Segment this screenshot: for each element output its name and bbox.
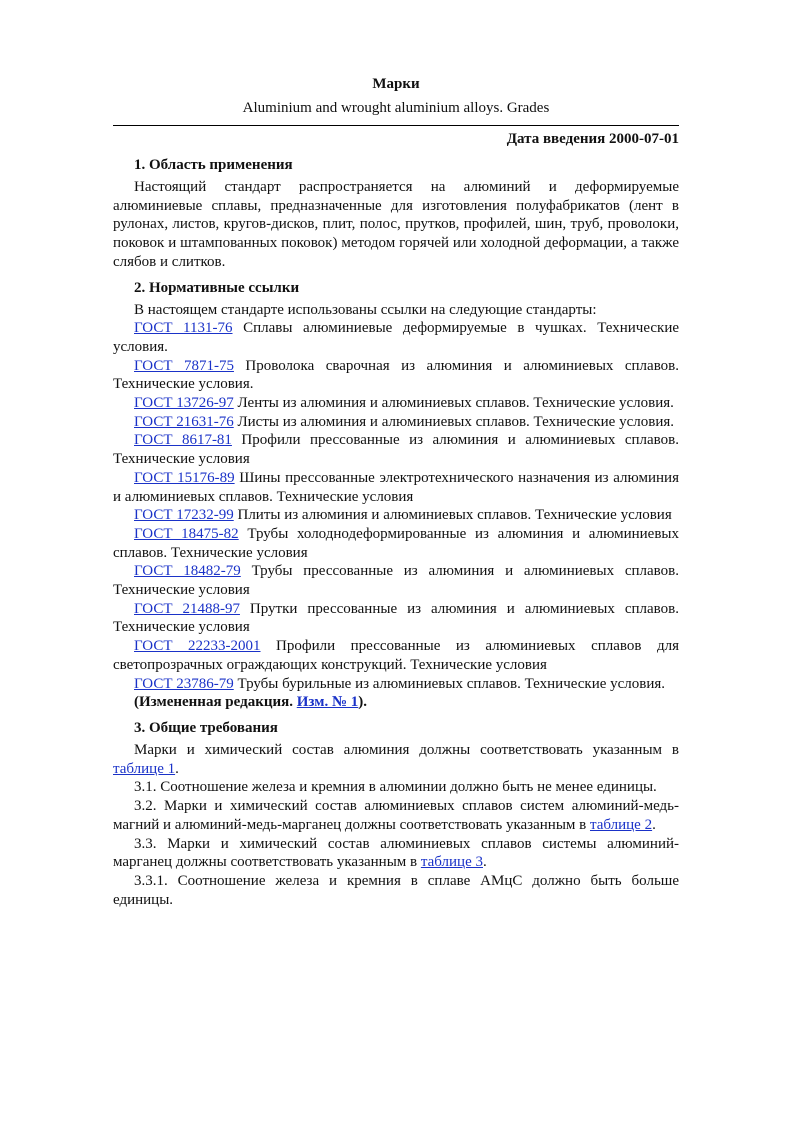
reference-link[interactable]: ГОСТ 8617-81: [134, 432, 232, 449]
reference-item: [113, 600, 679, 637]
paragraph-end: .: [175, 760, 179, 777]
general-paragraph-2: 3.1. Соотношение железа и кремния в алюминии должно быть не менее единицы.: [134, 779, 657, 796]
reference-item: [113, 319, 679, 356]
section-heading-references: 2. Нормативные ссылки: [134, 279, 300, 296]
reference-item: [113, 675, 679, 694]
reference-link[interactable]: ГОСТ 18475-82: [134, 525, 239, 542]
paragraph-text: 3.2. Марки и химический состав алюминиевых сплавов систем алюминий-медь-магний и алюминий-медь-марганец должны соответствовать указанным в: [113, 798, 679, 833]
section-heading-scope: 1. Область применения: [134, 157, 293, 173]
document-subtitle: Aluminium and wrought aluminium alloys. Grades: [242, 100, 550, 116]
general-paragraph-1: [113, 741, 679, 778]
reference-link[interactable]: ГОСТ 18482-79: [134, 563, 241, 580]
reference-item: [113, 562, 679, 599]
reference-title: Проволока сварочная из алюминия и алюминиевых сплавов. Технические условия.: [113, 357, 680, 393]
reference-link[interactable]: ГОСТ 22233-2001: [134, 638, 261, 655]
amendment-prefix: (Измененная редакция.: [134, 694, 297, 711]
general-paragraph-4: [113, 835, 679, 872]
document-body: [113, 74, 679, 909]
reference-title: Прутки прессованные из алюминия и алюминиевых сплавов. Технические условия: [113, 600, 679, 636]
reference-title: Сплавы алюминиевые деформируемые в чушках. Технические условия.: [113, 320, 680, 355]
reference-title: Профили прессованные из алюминия и алюминиевых сплавов. Технические условия: [113, 432, 679, 468]
paragraph-end: .: [482, 854, 487, 871]
amendment-note: [113, 693, 679, 712]
document-title: Марки: [372, 76, 420, 92]
section-heading-general: 3. Общие требования: [134, 719, 278, 736]
reference-title: Ленты из алюминия и алюминиевых сплавов. Технические условия.: [233, 395, 674, 412]
amendment-link[interactable]: Изм. № 1: [296, 694, 359, 711]
reference-item: [113, 431, 679, 468]
table-3-link[interactable]: таблице 3: [420, 854, 483, 871]
reference-title: Трубы прессованные из алюминия и алюминиевых сплавов. Технические условия: [113, 563, 679, 599]
reference-title: Трубы холоднодеформированные из алюминия и алюминиевых сплавов. Технические условия: [113, 525, 679, 561]
reference-link[interactable]: ГОСТ 21488-97: [134, 600, 240, 617]
reference-link[interactable]: ГОСТ 1131-76: [134, 320, 233, 337]
reference-link[interactable]: ГОСТ 17232-99: [134, 507, 234, 524]
reference-title: Профили прессованные из алюминиевых сплавов для светопрозрачных ограждающих конструкций. Технические условия: [113, 638, 679, 673]
reference-link[interactable]: ГОСТ 13726-97: [134, 395, 234, 412]
reference-title: Шины прессованные электротехнического назначения из алюминия и алюминиевых сплавов. Технические условия: [113, 469, 679, 505]
reference-item: [113, 357, 679, 394]
reference-link[interactable]: ГОСТ 15176-89: [134, 469, 235, 486]
reference-link[interactable]: ГОСТ 7871-75: [134, 357, 234, 374]
reference-item: [113, 637, 679, 674]
reference-title: Плиты из алюминия и алюминиевых сплавов. Технические условия: [233, 507, 672, 524]
paragraph-end: .: [652, 816, 656, 833]
paragraph-text: Марки и химический состав алюминия должны соответствовать указанным в: [134, 741, 679, 758]
general-paragraph-5: 3.3.1. Соотношение железа и кремния в сплаве АМцС должно быть больше единицы.: [113, 872, 679, 908]
reference-item: [113, 469, 679, 506]
general-paragraph-3: [113, 797, 679, 834]
introduction-date: Дата введения 2000-07-01: [506, 131, 679, 147]
reference-item: [113, 413, 679, 432]
reference-item: [113, 394, 679, 413]
reference-item: [113, 506, 679, 525]
scope-paragraph: Настоящий стандарт распространяется на алюминий и деформируемые алюминиевые сплавы, предназначенные для изготовления полуфабрикатов (лент в рулонах, листов, кругов-дисков, плит, полос, прутков, профилей, шин, труб, проволоки, поковок и штампованных поковок) методом горячей или холодной деформации, а также слябов и слитков.: [113, 179, 679, 270]
table-2-link[interactable]: таблице 2: [589, 816, 653, 833]
title-divider: [113, 125, 679, 126]
amendment-suffix: ).: [358, 694, 368, 711]
reference-title: Листы из алюминия и алюминиевых сплавов. Технические условия.: [233, 413, 674, 430]
reference-title: Трубы бурильные из алюминиевых сплавов. Технические условия.: [233, 675, 666, 692]
references-intro: В настоящем стандарте использованы ссылки на следующие стандарты:: [134, 301, 597, 318]
reference-item: [113, 525, 679, 562]
reference-link[interactable]: ГОСТ 23786-79: [134, 675, 234, 692]
paragraph-text: 3.3. Марки и химический состав алюминиевых сплавов системы алюминий-марганец должны соответствовать указанным в: [113, 835, 679, 871]
table-1-link[interactable]: таблице 1: [113, 760, 176, 777]
reference-link[interactable]: ГОСТ 21631-76: [134, 413, 234, 430]
